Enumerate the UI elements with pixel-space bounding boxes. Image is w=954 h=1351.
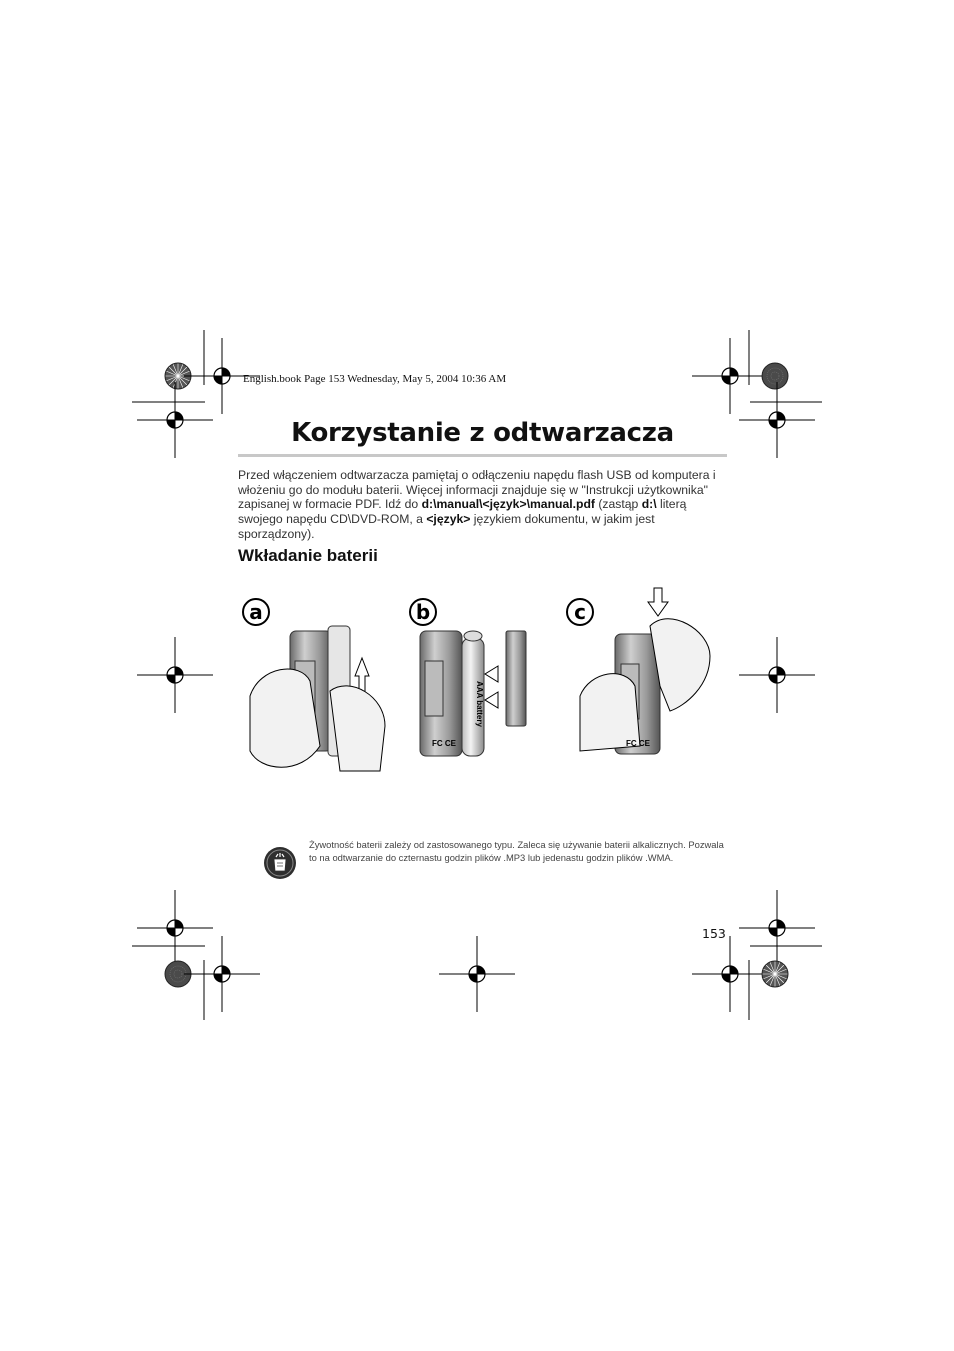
- step-b-label: b: [415, 600, 431, 624]
- battery-label: AAA battery: [475, 681, 484, 727]
- step-c-label: c: [574, 600, 586, 624]
- section-heading: Wkładanie baterii: [238, 546, 378, 565]
- manual-path: d:\manual\<język>\manual.pdf: [421, 497, 595, 512]
- note-hand-icon: [263, 846, 297, 880]
- fc-ce-mark-b: FC CE: [432, 739, 456, 748]
- intro-text-2: (zastąp: [594, 497, 642, 512]
- title-divider: [238, 454, 727, 457]
- intro-text-3: literą swojego napędu CD\DVD-ROM, a: [238, 497, 687, 527]
- file-info-header: English.book Page 153 Wednesday, May 5, 2004 10:36 AM: [243, 373, 507, 385]
- fc-ce-mark-c: FC CE: [626, 739, 650, 748]
- step-a-label: a: [249, 600, 263, 624]
- intro-paragraph: [238, 468, 730, 542]
- language-placeholder: <język>: [426, 512, 471, 527]
- battery-insertion-illustration: [240, 586, 720, 776]
- drive-letter: d:\: [641, 497, 657, 512]
- battery-note-text: Żywotność baterii zależy od zastosowanego typu. Zaleca się używanie baterii alkalicznych. Pozwala to na odtwarzanie do czternastu godzin plików .MP3 lub jedenastu godzin plików .WMA.: [309, 839, 724, 863]
- page-number: 153: [702, 926, 726, 941]
- intro-text-1: Przed włączeniem odtwarzacza pamiętaj o odłączeniu napędu flash USB od komputera i włożeniu go do modułu baterii. Więcej informacji znajduje się w "Instrukcji użytkownika" zapisanej w formacie PDF. Idź do: [238, 468, 716, 512]
- step-c: [567, 588, 710, 754]
- step-a: [243, 599, 385, 771]
- page-title: Korzystanie z odtwarzacza: [291, 418, 674, 448]
- step-b: [410, 599, 526, 756]
- intro-text-4: językiem dokumentu, w jakim jest sporządzony).: [238, 512, 655, 541]
